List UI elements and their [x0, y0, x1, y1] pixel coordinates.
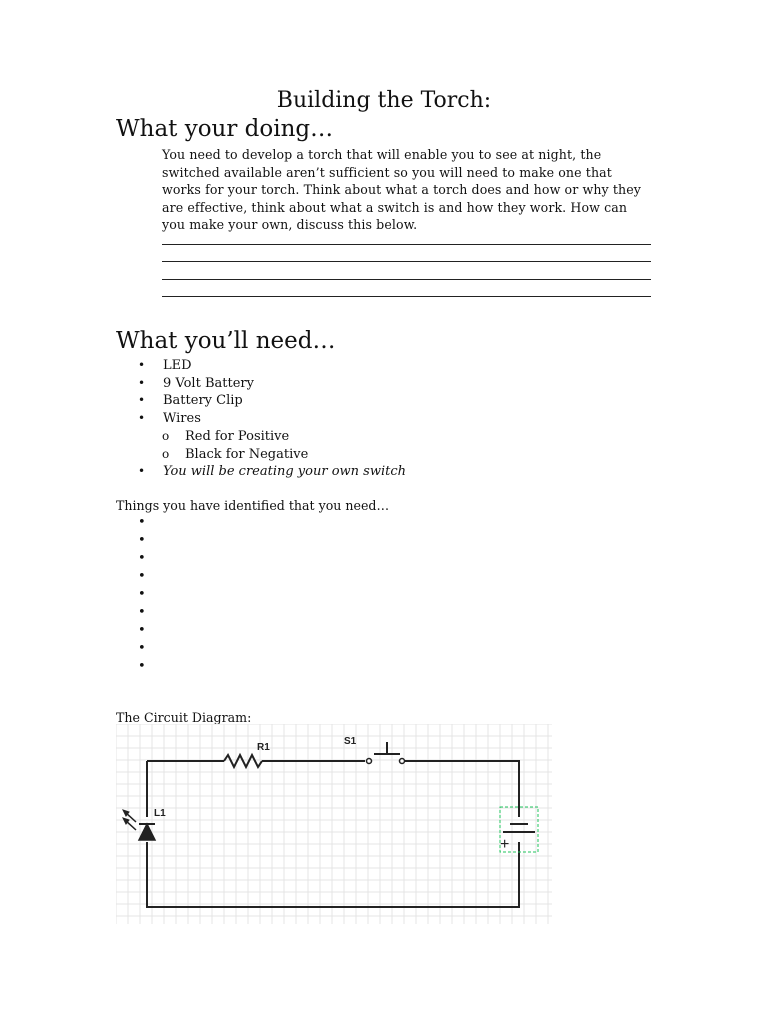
list-item-label: LED: [163, 358, 192, 373]
bullet-icon: •: [138, 464, 146, 479]
sub-bullet-icon: o: [162, 428, 170, 443]
answer-line: [162, 261, 651, 262]
resistor-symbol: [224, 755, 262, 767]
section-heading-doing: What your doing…: [116, 116, 334, 142]
blank-list-item: •: [138, 641, 146, 656]
answer-line: [162, 279, 651, 280]
page-title: Building the Torch:: [276, 88, 492, 113]
resistor-label: R1: [257, 742, 270, 753]
list-item: [138, 375, 406, 393]
intro-line: switched available aren’t sufficient so you will need to make one that: [162, 164, 612, 180]
blank-list-item: •: [138, 569, 146, 584]
sub-list-item-label: Red for Positive: [185, 428, 290, 444]
needs-list: [138, 357, 406, 481]
circuit-diagram: [116, 724, 552, 924]
intro-line: You need to develop a torch that will enable you to see at night, the: [162, 147, 602, 162]
intro-line: are effective, think about what a switch is and how they work. How can: [162, 199, 628, 215]
sub-list-item: [138, 428, 406, 446]
bullet-icon: •: [138, 411, 146, 426]
blank-list-item: •: [138, 587, 146, 602]
list-item: [138, 357, 406, 375]
switch-label: S1: [344, 736, 357, 747]
wire-switch-to-right: [403, 761, 519, 817]
blank-list-item: •: [138, 623, 146, 638]
bullet-icon: •: [138, 375, 146, 390]
bullet-icon: •: [138, 358, 146, 372]
list-item-label: Battery Clip: [163, 393, 243, 409]
intro-line: works for your torch. Think about what a torch does and how or why they: [162, 182, 642, 197]
blank-list-item: •: [138, 533, 146, 548]
list-item: [138, 410, 406, 463]
led-label: L1: [154, 808, 166, 819]
blank-list-item: •: [138, 551, 146, 566]
intro-line: you make your own, discuss this below.: [162, 217, 418, 232]
sub-list-item: [138, 446, 406, 464]
blank-list-item: •: [138, 659, 146, 674]
identified-label: Things you have identified that you need…: [116, 498, 390, 513]
identified-blank-list: [138, 514, 146, 676]
list-item-label: Wires: [163, 411, 201, 427]
wire-right-bottom: [147, 842, 519, 907]
circuit-wires: [147, 755, 519, 907]
section-heading-need: What you’ll need…: [116, 328, 336, 354]
sub-bullet-icon: o: [162, 446, 170, 461]
battery-polarity-label: +: [500, 836, 510, 853]
list-item-label: 9 Volt Battery: [163, 375, 254, 391]
blank-list-item: •: [138, 605, 146, 620]
wires-sub-list: [138, 428, 406, 463]
list-item: [138, 463, 406, 481]
circuit-label: The Circuit Diagram:: [116, 710, 252, 725]
answer-line: [162, 296, 651, 297]
blank-list-item: •: [138, 515, 146, 530]
intro-paragraph: [162, 146, 662, 234]
answer-line: [162, 244, 651, 245]
list-item: [138, 392, 406, 410]
sub-list-item-label: Black for Negative: [185, 446, 309, 462]
list-item-label: You will be creating your own switch: [163, 464, 406, 480]
bullet-icon: •: [138, 393, 146, 408]
grid-background: [116, 724, 552, 924]
